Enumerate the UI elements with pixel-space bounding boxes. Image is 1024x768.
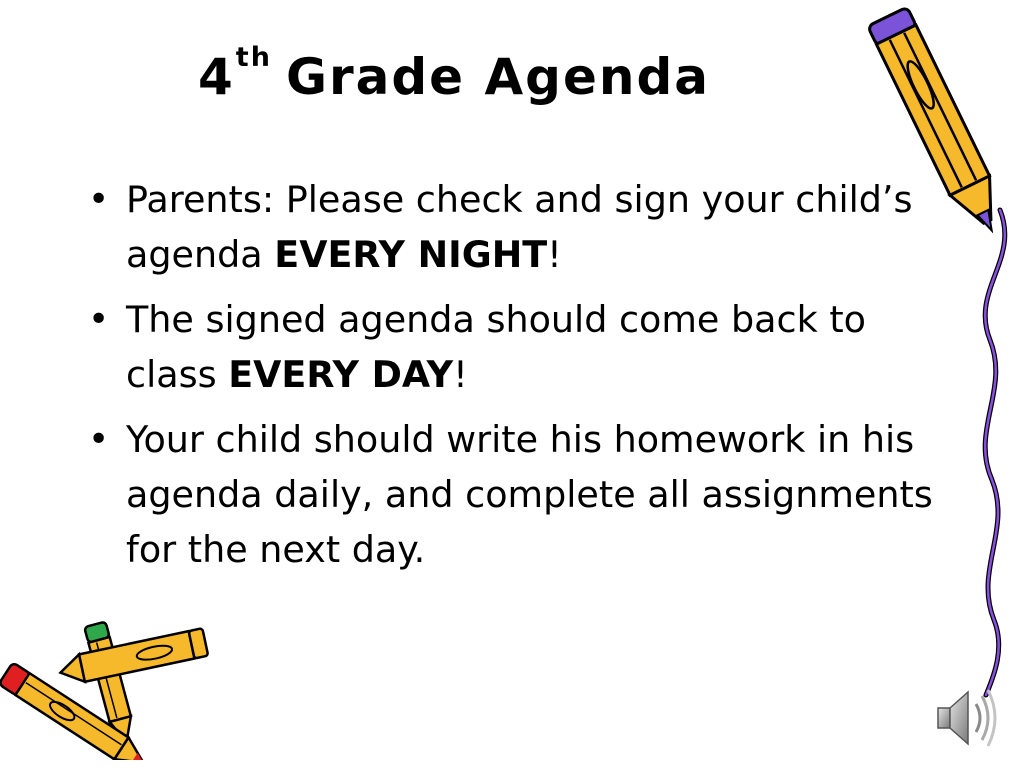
- title-text: Grade Agenda: [285, 48, 711, 106]
- bullet-glyph: •: [88, 179, 110, 220]
- slide-title: [198, 42, 711, 106]
- bullet-text: Parents: Please check and sign your child’s agenda: [126, 178, 913, 276]
- bullet-text: Your child should write his homework in his agenda daily, and complete all assignments for the next day.: [126, 418, 933, 571]
- pencils-icon: [0, 610, 215, 760]
- speaker-icon[interactable]: [932, 684, 1004, 752]
- bullet-emphasis: EVERY DAY: [228, 353, 454, 396]
- squiggle-line-icon: [940, 140, 1024, 700]
- bullet-text-end: !: [547, 233, 562, 276]
- title-superscript: th: [235, 42, 272, 73]
- title-number: 4: [198, 48, 235, 106]
- bullet-glyph: •: [88, 299, 110, 340]
- bullet-text-end: !: [453, 353, 468, 396]
- bullet-item: [88, 292, 938, 402]
- bullet-item: [88, 172, 938, 282]
- bullet-item: [88, 412, 938, 577]
- bullet-glyph: •: [88, 419, 110, 460]
- bullet-emphasis: EVERY NIGHT: [274, 233, 548, 276]
- bullet-text: The signed agenda should come back to class: [126, 298, 866, 396]
- bullet-list: [88, 172, 938, 587]
